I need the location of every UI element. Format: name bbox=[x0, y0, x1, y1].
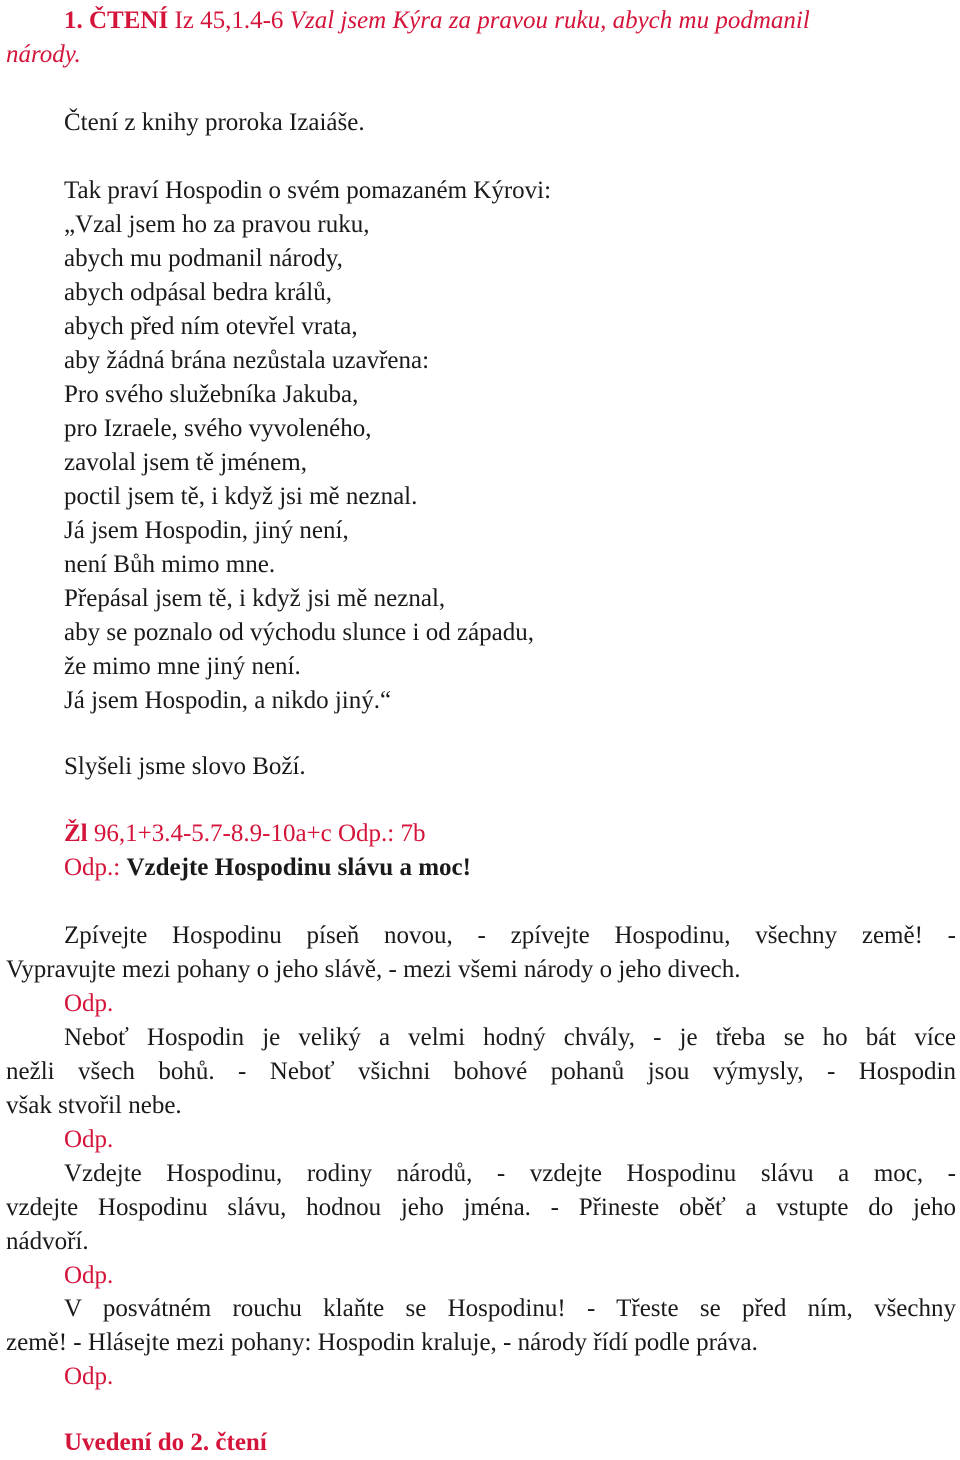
stanza-1-line-1: Zpívejte Hospodinu píseň novou, - zpívejte Hospodinu, všechny země! - bbox=[64, 922, 956, 949]
verse-line: Přepásal jsem tě, i když jsi mě neznal, bbox=[64, 585, 446, 612]
psalm-heading bbox=[64, 817, 426, 851]
stanza-2-line-1: Neboť Hospodin je veliký a velmi hodný chvály, - je třeba se ho bát více bbox=[64, 1024, 956, 1051]
verse-line: není Bůh mimo mne. bbox=[64, 551, 276, 578]
response-marker: Odp. bbox=[64, 990, 114, 1017]
verse-line: Pro svého služebníka Jakuba, bbox=[64, 381, 359, 408]
verse-line: abych odpásal bedra králů, bbox=[64, 279, 332, 306]
response-marker: Odp. bbox=[64, 1126, 114, 1153]
psalm-label: Žl bbox=[64, 820, 88, 847]
next-section-heading: Uvedení do 2. čtení bbox=[64, 1429, 267, 1456]
reading-reference: Iz 45,1.4-6 bbox=[174, 7, 284, 34]
reading-closing: Slyšeli jsme slovo Boží. bbox=[64, 753, 306, 780]
verse-line: abych před ním otevřel vrata, bbox=[64, 313, 358, 340]
stanza-3-line-2: vzdejte Hospodinu slávu, hodnou jeho jména. - Přineste oběť a vstupte do jeho bbox=[6, 1194, 956, 1221]
reading-title: Vzal jsem Kýra za pravou ruku, abych mu podmanil bbox=[289, 7, 810, 34]
stanza-3-line-1: Vzdejte Hospodinu, rodiny národů, - vzdejte Hospodinu slávu a moc, - bbox=[64, 1160, 956, 1187]
stanza-2-line-3: však stvořil nebe. bbox=[6, 1092, 182, 1119]
stanza-2-line-2: nežli všech bohů. - Neboť všichni bohové pohanů jsou výmysly, - Hospodin bbox=[6, 1058, 956, 1085]
verse-line: poctil jsem tě, i když jsi mě neznal. bbox=[64, 483, 418, 510]
verse-line: pro Izraele, svého vyvoleného, bbox=[64, 415, 372, 442]
psalm-reference: 96,1+3.4-5.7-8.9-10a+c bbox=[93, 820, 332, 847]
verse-line: Tak praví Hospodin o svém pomazaném Kýrovi: bbox=[64, 177, 552, 204]
verse-line: že mimo mne jiný není. bbox=[64, 653, 301, 680]
reading-intro: Čtení z knihy proroka Izaiáše. bbox=[64, 109, 365, 136]
reading-title-cont: národy. bbox=[6, 41, 81, 68]
response-text: Vzdejte Hospodinu slávu a moc! bbox=[126, 854, 471, 881]
stanza-4-line-1: V posvátném rouchu klaňte se Hospodinu! - Třeste se před ním, všechny bbox=[64, 1295, 956, 1322]
stanza-4-line-2: země! - Hlásejte mezi pohany: Hospodin kraluje, - národy řídí podle práva. bbox=[6, 1329, 758, 1356]
verse-line: Já jsem Hospodin, a nikdo jiný.“ bbox=[64, 687, 392, 714]
verse-line: abych mu podmanil národy, bbox=[64, 245, 343, 272]
reading-heading bbox=[64, 4, 810, 38]
stanza-1-line-2: Vypravujte mezi pohany o jeho slávě, - mezi všemi národy o jeho divech. bbox=[6, 956, 741, 983]
response-marker: Odp. bbox=[64, 1363, 114, 1390]
stanza-3-line-3: nádvoří. bbox=[6, 1228, 89, 1255]
response-marker: Odp. bbox=[64, 1262, 114, 1289]
psalm-response bbox=[64, 851, 471, 885]
verse-line: aby žádná brána nezůstala uzavřena: bbox=[64, 347, 430, 374]
verse-line: zavolal jsem tě jménem, bbox=[64, 449, 307, 476]
reading-number: 1. ČTENÍ bbox=[64, 7, 169, 34]
verse-line: Já jsem Hospodin, jiný není, bbox=[64, 517, 349, 544]
verse-line: aby se poznalo od východu slunce i od západu, bbox=[64, 619, 535, 646]
response-label: Odp.: bbox=[64, 854, 121, 881]
verse-line: „Vzal jsem ho za pravou ruku, bbox=[64, 211, 370, 238]
psalm-response-ref: 7b bbox=[400, 820, 426, 847]
psalm-response-ref-label: Odp.: bbox=[338, 820, 395, 847]
